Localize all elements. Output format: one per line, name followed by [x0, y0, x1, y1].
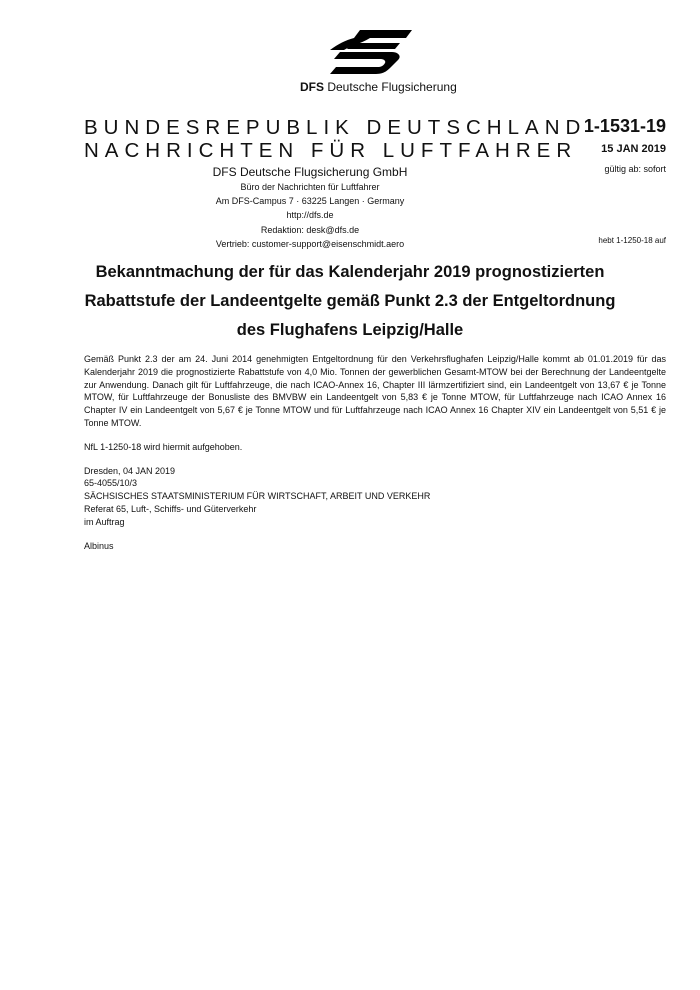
title-line-2: Rabattstufe der Landeentgelte gemäß Punkt 2.3 der Entgeltordnung	[84, 292, 616, 310]
signature-ministry: SÄCHSISCHES STAATSMINISTERIUM FÜR WIRTSCHAFT, ARBEIT UND VERKEHR	[84, 491, 431, 502]
body-paragraph: Gemäß Punkt 2.3 der am 24. Juni 2014 genehmigten Entgeltordnung für den Verkehrsflughafen Leipzig/Halle kommt ab 01.01.2019 für das Kalenderjahr 2019 die prognostizierte Rabattstufe von 4,0 Mio. Tonnen der gewerblichen Gesamt-MTOW bei der Berechnung der Landeentgelte zur Anwendung. Danach gilt für Luftfahrzeuge, die nach ICAO-Annex 16, Chapter III lärmzertifiziert sind, ein Landeentgelt von 13,67 € je Tonne MTOW, für Luftfahrzeuge der Bonusliste des BMVBW ein Landeentgelt von 5,83 € je Tonne MTOW, für Luftfahrzeuge nach ICAO Annex 16 Chapter IV ein Landeentgelt von 5,67 € je Tonne MTOW und für Luftfahrzeuge nach ICAO Annex 16 Chapter XIV ein Landeentgelt von 5,51 € je Tonne MTOW.	[84, 354, 666, 428]
document-title	[40, 258, 660, 345]
signature-block	[84, 465, 666, 553]
brand-abbr: DFS	[300, 80, 324, 94]
signature-on-behalf: im Auftrag	[84, 516, 125, 527]
publisher-editorial: Redaktion: desk@dfs.de	[260, 224, 360, 235]
valid-from: gültig ab: sofort	[604, 164, 666, 174]
document-body	[84, 353, 666, 552]
title-line-3: des Flughafens Leipzig/Halle	[236, 321, 464, 339]
dfs-brand	[300, 80, 460, 94]
repeals-note: hebt 1-1250-18 auf	[598, 236, 666, 245]
signature-place-date: Dresden, 04 JAN 2019	[84, 465, 176, 476]
dfs-logo-icon	[330, 30, 412, 76]
nfl-number: 1-1531-19	[583, 116, 666, 136]
publisher-address: Am DFS-Campus 7 · 63225 Langen · Germany	[215, 196, 405, 207]
publisher-org: DFS Deutsche Flugsicherung GmbH	[212, 165, 408, 179]
title-line-1: Bekanntmachung der für das Kalenderjahr 2019 prognostizierten	[95, 263, 605, 281]
publication-date: 15 JAN 2019	[601, 143, 666, 155]
signature-reference: 65-4055/10/3	[84, 478, 138, 489]
signature-department: Referat 65, Luft-, Schiffs- und Güterverkehr	[84, 503, 257, 514]
repeal-note: NfL 1-1250-18 wird hiermit aufgehoben.	[84, 441, 243, 452]
header-country: BUNDESREPUBLIK DEUTSCHLAND	[84, 116, 587, 139]
publisher-office: Büro der Nachrichten für Luftfahrer	[240, 182, 380, 192]
publisher-web: http://dfs.de	[286, 210, 334, 221]
signature-name: Albinus	[84, 540, 114, 551]
publisher-distribution: Vertrieb: customer-support@eisenschmidt.aero	[215, 238, 405, 249]
header-publication: NACHRICHTEN FÜR LUFTFAHRER	[84, 139, 578, 162]
brand-name: Deutsche Flugsicherung	[327, 80, 457, 94]
publisher-block	[190, 164, 430, 251]
